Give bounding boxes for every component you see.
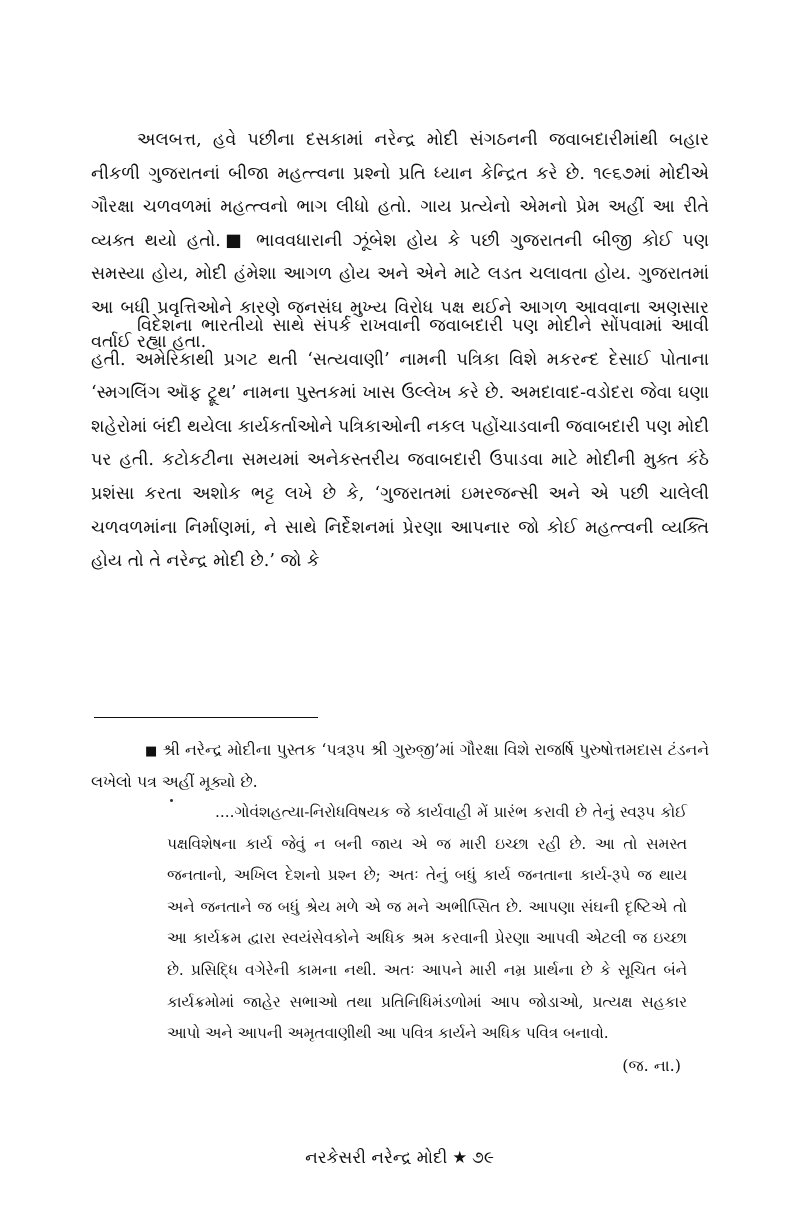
footnote-quote-text: ....ગોવંશહત્યા-નિરોધવિષયક જે કાર્યવાહી મેં પ્રારંભ કરાવી છે તેનું સ્વરૂપ કોઈ પક્ષવિશેષના કાર્ય જેવું ન બની જાય એ જ મારી ઇચ્છા રહી છે. આ તો સમસ્ત જનતાનો, અખિલ દેશનો પ્રશ્ન છે; અતઃ તેનું બધું કાર્ય જનતાના કાર્ય-રૂપે જ થાય અને જનતાને જ બધું શ્રેય મળે એ જ મને અભીપ્સિત છે. આપણા સંઘની દૃષ્ટિએ તો આ કાર્યક્રમ દ્વારા સ્વયંસેવકોને અધિક શ્રમ કરવાની પ્રેરણા આપવી એટલી જ ઇચ્છા છે. પ્રસિદ્ધિ વગેરેની કામના નથી. અતઃ આપને મારી નમ્ર પ્રાર્થના છે કે સૂચિત બંને કાર્યક્રમોમાં જાહેર સભાઓ તથા પ્રતિનિધિમંડળોમાં આપ જોડાઓ, પ્રત્યક્ષ સહકાર આપો અને આપની અમૃતવાણીથી આ પવિત્ર કાર્યને અધિક પવિત્ર બનાવો. <box>167 803 687 1043</box>
paragraph-1-text: અલબત્ત, હવે પછીના દસકામાં નરેન્દ્ર મોદી સંગઠનની જવાબદારીમાંથી બહાર નીકળી ગુજરાતનાં બીજા મહત્ત્વના પ્રશ્નો પ્રતિ ધ્યાન કેન્દ્રિત કરે છે. ૧૯૬૭માં મોદીએ ગૌરક્ષા ચળવળમાં મહત્ત્વનો ભાગ લીધો હતો. ગાય પ્રત્યેનો એમનો પ્રેમ અહીં આ રીતે વ્યક્ત થયો હતો.■ ભાવવધારાની ઝૂંબેશ હોય કે પછી ગુજરાતની બીજી કોઈ પણ સમસ્યા હોય, મોદી હંમેશા આગળ હોય અને એને માટે લડત ચલાવતા હોય. ગુજરાતમાં આ બધી પ્રવૃત્તિઓને કારણે જનસંઘ મુખ્ય વિરોધ પક્ષ થઈને આગળ આવવાના અણસાર વર્તાઈ રહ્યા હતા. <box>91 130 709 352</box>
footnote-marker: ■ <box>145 744 158 759</box>
footnote-separator <box>94 717 318 718</box>
paragraph-2-text: વિદેશના ભારતીયો સાથે સંપર્ક રાખવાની જવાબદારી પણ મોદીને સોંપવામાં આવી હતી. અમેરિકાથી પ્રગટ થતી ‘સત્યવાણી’ નામની પત્રિકા વિશે મકરન્દ દેસાઈ પોતાના ‘સ્મગલિંગ ઑફ ટ્રૂથ’ નામના પુસ્તકમાં ખાસ ઉલ્લેખ કરે છે. અમદાવાદ-વડોદરા જેવા ઘણા શહેરોમાં બંદી થયેલા કાર્યકર્તાઓને પત્રિકાઓની નકલ પહોંચાડવાની જવાબદારી પણ મોદી પર હતી. કટોકટીના સમયમાં અનેકસ્તરીય જવાબદારી ઉપાડવા માટે મોદીની મુક્ત કંઠે પ્રશંસા કરતા અશોક ભટ્ટ લખે છે કે, ‘ગુજરાતમાં ઇમરજન્સી અને એ પછી ચાલેલી ચળવળમાંના નિર્માણમાં, ને સાથે નિર્દેશનમાં પ્રેરણા આપનાર જો કોઈ મહત્ત્વની વ્યક્તિ હોય તો તે નરેન્દ્ર મોદી છે.’ જો કે <box>91 316 709 572</box>
footnote-intro-text: શ્રી નરેન્દ્ર મોદીના પુસ્તક ‘પત્રરૂપ શ્રી ગુરુજી’માં ગૌરક્ષા વિશે રાજર્ષિ પુરુષોત્તમદાસ ટંડનને લખેલો પત્ર અહીં મૂક્યો છે. <box>91 740 709 791</box>
footnote-intro <box>91 735 709 797</box>
footnote-signature: (જ. ના.) <box>622 1055 681 1075</box>
page-footer: નરકેસરી નરેન્દ્ર મોદી ★ ૭૯ <box>305 1148 494 1168</box>
footnote-quote <box>167 797 687 1081</box>
body-paragraph-2 <box>91 310 709 579</box>
